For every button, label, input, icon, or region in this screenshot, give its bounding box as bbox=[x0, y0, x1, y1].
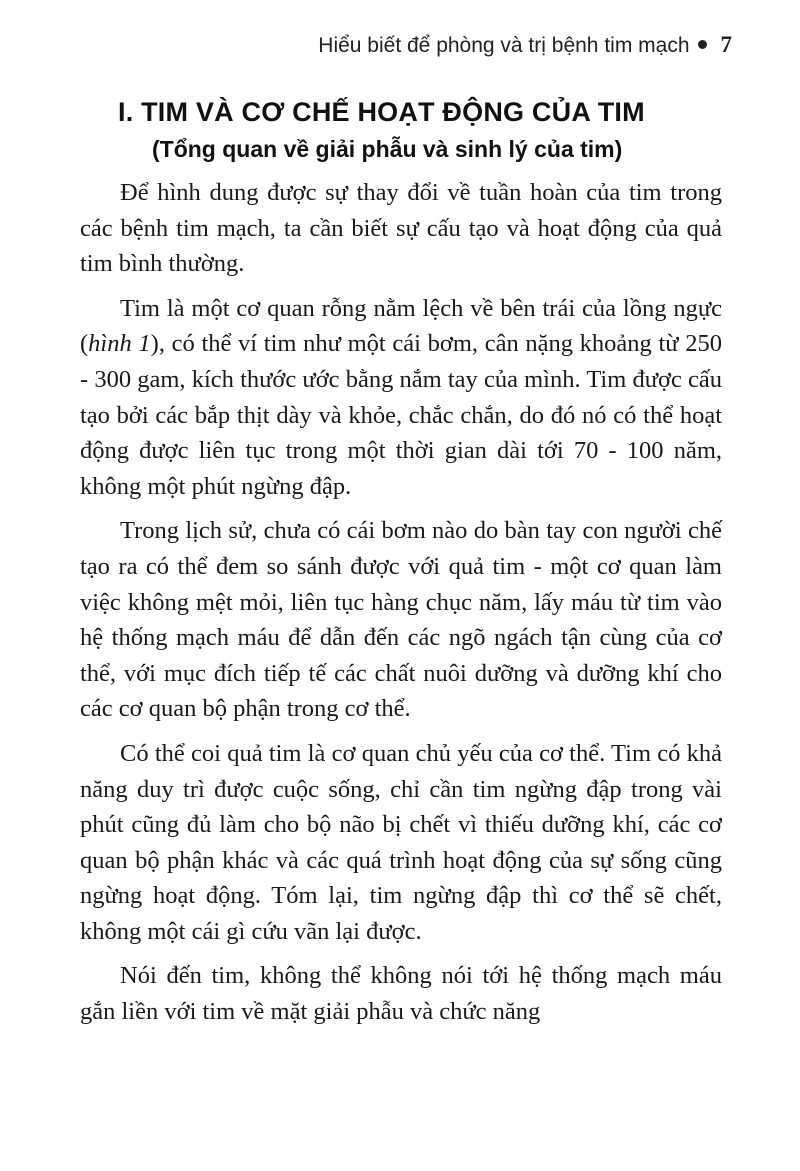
running-header bbox=[318, 32, 732, 58]
section-title: I. TIM VÀ CƠ CHẾ HOẠT ĐỘNG CỦA TIM bbox=[118, 97, 645, 127]
running-title: Hiểu biết để phòng và trị bệnh tim mạch bbox=[318, 34, 690, 57]
section-heading bbox=[118, 95, 645, 165]
paragraph-5: Nói đến tim, không thể không nói tới hệ thống mạch máu gắn liền với tim về mặt giải phẫu và chức năng bbox=[80, 962, 722, 1026]
section-subtitle: (Tổng quan về giải phẫu và sinh lý của tim) bbox=[152, 136, 623, 162]
page-number: 7 bbox=[720, 32, 732, 57]
paragraph-2-text-after: ), có thể ví tim như một cái bơm, cân nặng khoảng từ 250 - 300 gam, kích thước ước bằng nắm tay của mình. Tim được cấu tạo bởi các bắp thịt dày và khỏe, chắc chắn, do đó nó có thể hoạt động được liên tục trong một thời gian dài tới 70 - 100 năm, không một phút ngừng đập. bbox=[80, 330, 722, 500]
paragraph-2 bbox=[80, 291, 722, 505]
paragraph-1: Để hình dung được sự thay đổi về tuần hoàn của tim trong các bệnh tim mạch, ta cần biết sự cấu tạo và hoạt động của quả tim bình thường. bbox=[80, 179, 722, 278]
bullet-dot-icon bbox=[698, 40, 707, 49]
paragraph-2-text-before: Tim là một cơ quan rỗng nằm lệch về bên trái của lồng ngực ( bbox=[80, 294, 722, 358]
paragraph-4: Có thể coi quả tim là cơ quan chủ yếu của cơ thể. Tim có khả năng duy trì được cuộc sống, chỉ cần tim ngừng đập trong vài phút cũng đủ làm cho bộ não bị chết vì thiếu dưỡng khí, các cơ quan bộ phận khác và các quá trình hoạt động của sự sống cũng ngừng hoạt động. Tóm lại, tim ngừng đập thì cơ thể sẽ chết, không một cái gì cứu vãn lại được. bbox=[80, 739, 722, 945]
paragraph-3: Trong lịch sử, chưa có cái bơm nào do bàn tay con người chế tạo ra có thể đem so sánh được với quả tim - một cơ quan làm việc không mệt mỏi, liên tục hàng chục năm, lấy máu từ tim vào hệ thống mạch máu để dẫn đến các ngõ ngách tận cùng của cơ thể, với mục đích tiếp tế các chất nuôi dưỡng và dưỡng khí cho các cơ quan bộ phận trong cơ thể. bbox=[80, 517, 722, 723]
figure-reference: hình 1 bbox=[88, 330, 151, 358]
body-text bbox=[80, 175, 722, 1039]
